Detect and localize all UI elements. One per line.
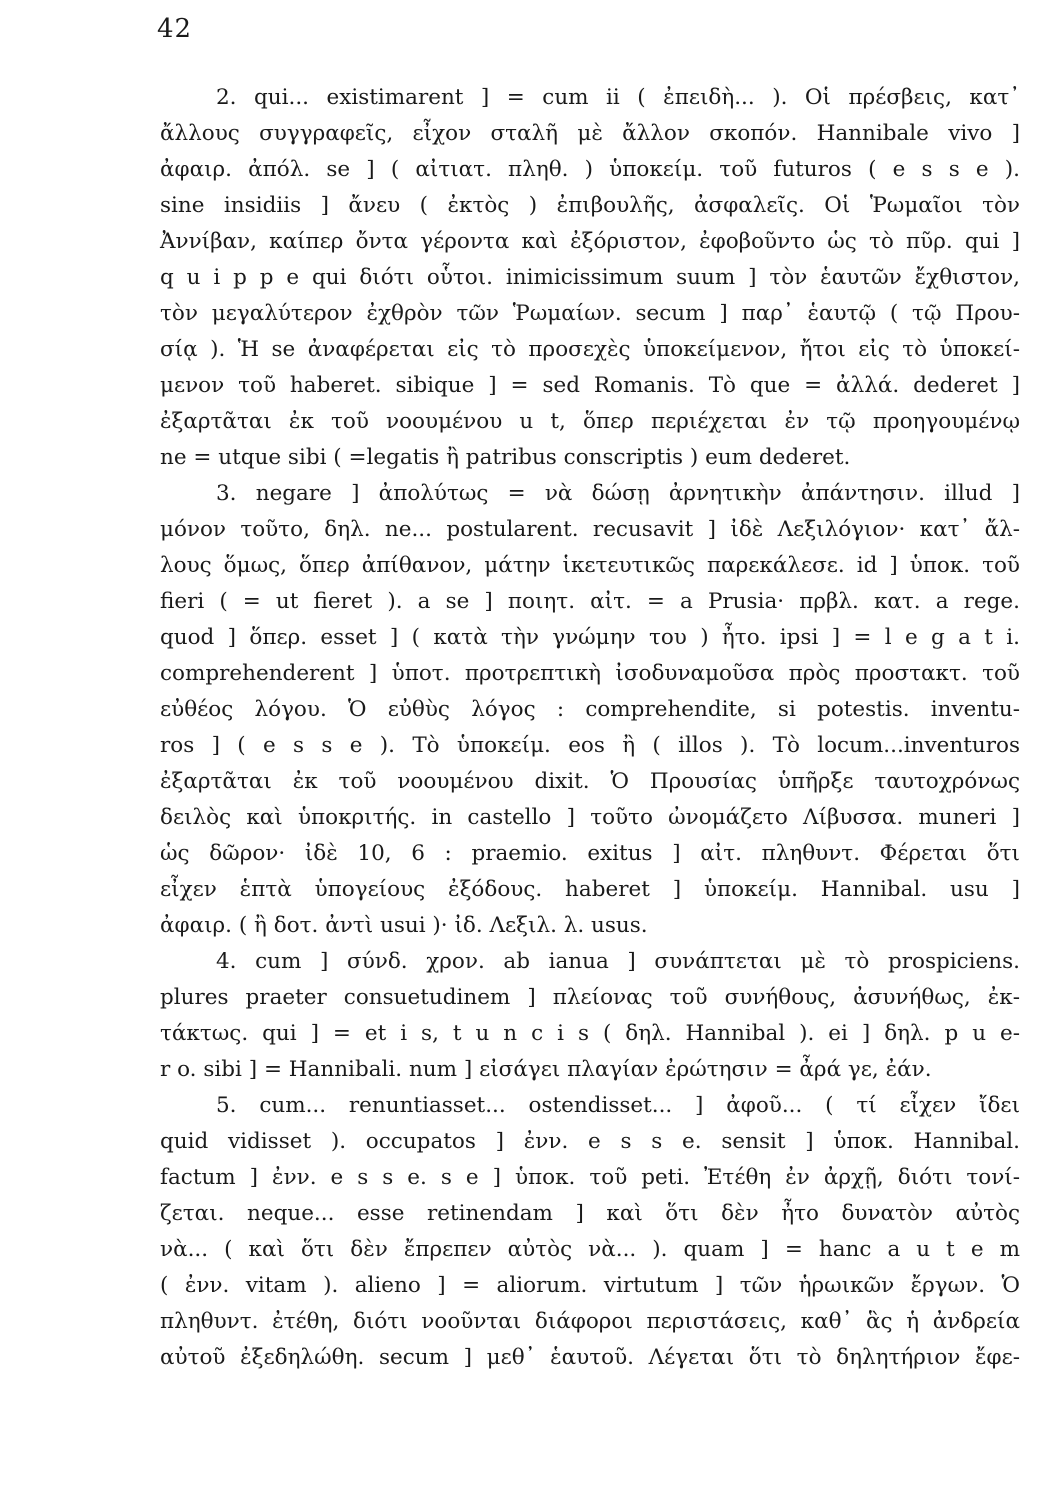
text-line: λους ὅμως, ὅπερ ἀπίθανον, μάτην ἱκετευτικῶς παρεκάλεσε. id ] ὑποκ. τοῦ: [160, 553, 1020, 578]
text-line: ὡς δῶρον· ἰδὲ 10, 6 : praemio. exitus ] αἰτ. πληθυντ. Φέρεται ὅτι: [160, 841, 1020, 866]
text-line: quod ] ὅπερ. esset ] ( κατὰ τὴν γνώμην του ) ἦτο. ipsi ] = l e g a t i.: [160, 625, 1020, 650]
text-line: fieri ( = ut fieret ). a se ] ποιητ. αἰτ. = a Prusia· πρβλ. κατ. a rege.: [160, 589, 1020, 614]
text-line: ζεται. neque... esse retinendam ] καὶ ὅτι δὲν ἦτο δυνατὸν αὐτὸς: [160, 1201, 1020, 1226]
page-number: 42: [157, 14, 193, 44]
text-line: ἐξαρτᾶται ἐκ τοῦ νοουμένου u t, ὅπερ περιέχεται ἐν τῷ προηγουμένῳ: [160, 409, 1020, 434]
text-line: 5. cum... renuntiasset... ostendisset... ] ἀφοῦ... ( τί εἶχεν ἴδει: [216, 1093, 1020, 1118]
text-line: σίᾳ ). Ἡ se ἀναφέρεται εἰς τὸ προσεχὲς ὑποκείμενον, ἤτοι εἰς τὸ ὑποκεί-: [160, 337, 1020, 362]
text-line: δειλὸς καὶ ὑποκριτής. in castello ] τοῦτο ὠνομάζετο Λίβυσσα. muneri ]: [160, 805, 1020, 830]
text-line: ( ἐνν. vitam ). alieno ] = aliorum. virtutum ] τῶν ἡρωικῶν ἔργων. Ὁ: [160, 1273, 1020, 1298]
text-line: ἀφαιρ. ἀπόλ. se ] ( αἰτιατ. πληθ. ) ὑποκείμ. τοῦ futuros ( e s s e ).: [160, 157, 1020, 182]
text-line: quid vidisset ). occupatos ] ἐνν. e s s e. sensit ] ὑποκ. Hannibal.: [160, 1129, 1020, 1154]
text-line: τὸν μεγαλύτερον ἐχθρὸν τῶν Ῥωμαίων. secum ] παρ᾽ ἑαυτῷ ( τῷ Πρου-: [160, 301, 1020, 326]
text-line: εὐθέος λόγου. Ὁ εὐθὺς λόγος : comprehendite, si potestis. inventu-: [160, 697, 1020, 722]
text-line: τάκτως. qui ] = et i s, t u n c i s ( δηλ. Hannibal ). ei ] δηλ. p u e-: [160, 1021, 1020, 1046]
text-line: ne = utque sibi ( =legatis ἢ patribus conscriptis ) eum dederet.: [160, 445, 851, 470]
text-line: 4. cum ] σύνδ. χρον. ab ianua ] συνάπτεται μὲ τὸ prospiciens.: [216, 949, 1020, 974]
text-line: εἶχεν ἑπτὰ ὑπογείους ἐξόδους. haberet ] ὑποκείμ. Hannibal. usu ]: [160, 877, 1020, 902]
text-line: Ἀννίβαν, καίπερ ὄντα γέροντα καὶ ἐξόριστον, ἐφοβοῦντο ὡς τὸ πῦρ. qui ]: [160, 229, 1020, 254]
text-line: μόνον τοῦτο, δηλ. ne... postularent. recusavit ] ἰδὲ Λεξιλόγιον· κατ᾽ ἄλ-: [160, 517, 1020, 542]
text-line: ἄλλους συγγραφεῖς, εἶχον σταλῆ μὲ ἄλλον σκοπόν. Hannibale vivo ]: [160, 121, 1020, 146]
text-line: factum ] ἐνν. e s s e. s e ] ὑποκ. τοῦ peti. Ἐτέθη ἐν ἀρχῇ, διότι τονί-: [160, 1165, 1020, 1190]
text-line: q u i p p e qui διότι οὗτοι. inimicissimum suum ] τὸν ἑαυτῶν ἔχθιστον,: [160, 265, 1020, 290]
text-line: ros ] ( e s s e ). Τὸ ὑποκείμ. eos ἢ ( illos ). Τὸ locum...inventuros: [160, 733, 1020, 758]
text-line: ἀφαιρ. ( ἢ δοτ. ἀντὶ usui )· ἰδ. Λεξιλ. λ. usus.: [160, 913, 648, 938]
text-line: sine insidiis ] ἄνευ ( ἐκτὸς ) ἐπιβουλῆς, ἀσφαλεῖς. Οἱ Ῥωμαῖοι τὸν: [160, 193, 1020, 218]
text-line: comprehenderent ] ὑποτ. προτρεπτικὴ ἰσοδυναμοῦσα πρὸς προστακτ. τοῦ: [160, 661, 1020, 686]
text-line: r o. sibi ] = Hannibali. num ] εἰσάγει πλαγίαν ἐρώτησιν = ἆρά γε, ἐάν.: [160, 1057, 932, 1082]
text-line: 3. negare ] ἀπολύτως = νὰ δώσῃ ἀρνητικὴν ἀπάντησιν. illud ]: [216, 481, 1020, 506]
text-line: αὐτοῦ ἐξεδηλώθη. secum ] μεθ᾽ ἑαυτοῦ. Λέγεται ὅτι τὸ δηλητήριον ἔφε-: [160, 1345, 1020, 1370]
text-line: πληθυντ. ἐτέθη, διότι νοοῦνται διάφοροι περιστάσεις, καθ᾽ ἃς ἡ ἀνδρεία: [160, 1309, 1020, 1334]
text-line: 2. qui... existimarent ] = cum ii ( ἐπειδὴ... ). Οἱ πρέσβεις, κατ᾽: [216, 85, 1020, 110]
text-line: μενον τοῦ haberet. sibique ] = sed Romanis. Τὸ que = ἀλλά. dederet ]: [160, 373, 1020, 398]
commentary-text: [160, 80, 1020, 1376]
text-line: νὰ... ( καὶ ὅτι δὲν ἔπρεπεν αὐτὸς νὰ... ). quam ] = hanc a u t e m: [160, 1237, 1020, 1262]
text-line: ἐξαρτᾶται ἐκ τοῦ νοουμένου dixit. Ὁ Προυσίας ὑπῆρξε ταυτοχρόνως: [160, 769, 1020, 794]
text-line: plures praeter consuetudinem ] πλείονας τοῦ συνήθους, ἀσυνήθως, ἐκ-: [160, 985, 1020, 1010]
